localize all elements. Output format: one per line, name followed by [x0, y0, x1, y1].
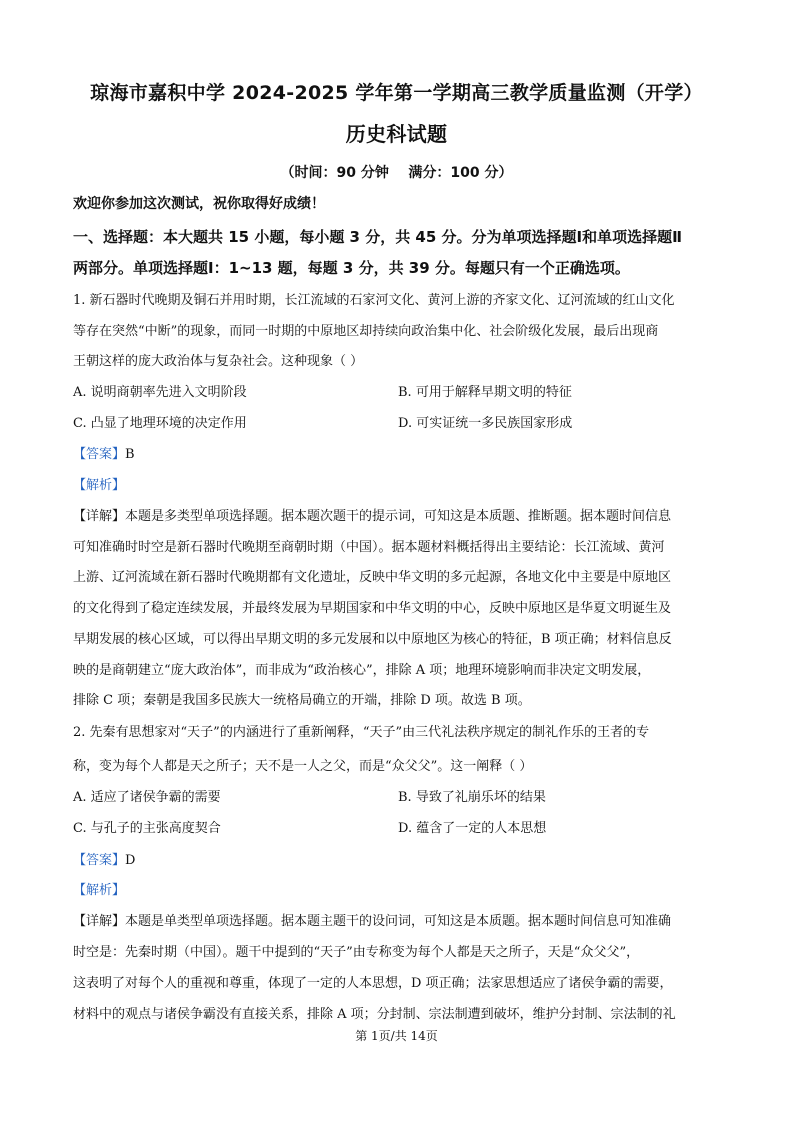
- q1-detail-line: 排除 C 项；秦朝是我国多民族大一统格局确立的开端，排除 D 项。故选 B 项。: [73, 693, 531, 708]
- q2-option-d: D. 蕴含了一定的人本思想: [398, 821, 547, 836]
- answer-value: B: [125, 447, 135, 462]
- detail-tag: 【详解】: [73, 914, 126, 929]
- q2-answer: [73, 849, 135, 868]
- q1-detail-line: 早期发展的核心区域，可以得出早期文明的多元发展和以中原地区为核心的特征，B 项正确；材料信息反: [73, 632, 672, 647]
- q2-analysis: [73, 879, 125, 898]
- q2-detail-line: 时空是：先秦时期（中国）。题干中提到的“天子”由专称变为每个人都是天之所子，天是“众父父”，: [73, 945, 640, 960]
- detail-text: 本题是多类型单项选择题。据本题次题干的提示词，可知这是本质题、推断题。据本题时间信息: [125, 509, 672, 524]
- welcome-text: 欢迎你参加这次测试，祝你取得好成绩！: [73, 196, 325, 212]
- exam-meta: （时间：90 分钟 满分：100 分）: [280, 165, 513, 181]
- exam-subject: 历史科试题: [345, 122, 448, 146]
- answer-tag: 【答案】: [73, 853, 126, 868]
- q1-detail-line: 上游、辽河流域在新石器时代晚期都有文化遗址，反映中华文明的多元起源，各地文化中主要是中原地区: [73, 570, 672, 585]
- q2-option-b: B. 导致了礼崩乐坏的结果: [398, 790, 546, 805]
- detail-tag: 【详解】: [73, 509, 126, 524]
- analysis-tag: 【解析】: [73, 883, 126, 898]
- q1-stem-line: 等存在突然“中断”的现象，而同一时期的中原地区却持续向政治集中化、社会阶级化发展，最后出现商: [73, 324, 659, 339]
- q2-detail-line: [73, 910, 671, 929]
- q1-detail-line: 的文化得到了稳定连续发展，并最终发展为早期国家和中华文明的中心，反映中原地区是华夏文明诞生及: [73, 601, 672, 616]
- q1-option-b: B. 可用于解释早期文明的特征: [398, 385, 572, 400]
- q2-stem-line: 称，变为每个人都是天之所子；天不是一人之父，而是“众父父”。这一阐释（ ）: [73, 759, 533, 774]
- q1-stem-line: 1. 新石器时代晚期及铜石并用时期，长江流域的石家河文化、黄河上游的齐家文化、辽河流域的红山文化: [73, 293, 675, 308]
- q1-detail-line: [73, 505, 671, 524]
- q2-option-a: A. 适应了诸侯争霸的需要: [73, 790, 221, 805]
- q1-analysis: [73, 474, 125, 493]
- q1-option-c: C. 凸显了地理环境的决定作用: [73, 416, 247, 431]
- page-footer: 第 1页/共 14页: [355, 1029, 438, 1043]
- detail-text: 本题是单类型单项选择题。据本题主题干的设问词，可知这是本质题。据本题时间信息可知准确: [125, 914, 672, 929]
- q1-detail-line: 可知准确时时空是新石器时代晚期至商朝时期（中国）。据本题材料概括得出主要结论：长江流域、黄河: [73, 540, 665, 555]
- section-heading-line1: 一、选择题：本大题共 15 小题，每小题 3 分，共 45 分。分为单项选择题Ⅰ和单项选择题Ⅱ: [73, 228, 682, 246]
- q2-detail-line: 材料中的观点与诸侯争霸没有直接关系，排除 A 项；分封制、宗法制遭到破坏，维护分封制、宗法制的礼: [73, 1007, 676, 1022]
- q1-option-a: A. 说明商朝率先进入文明阶段: [73, 385, 247, 400]
- q2-stem-line: 2. 先秦有思想家对“天子”的内涵进行了重新阐释，“天子”由三代礼法秩序规定的制礼作乐的王者的专: [73, 725, 650, 740]
- q2-detail-line: 这表明了对每个人的重视和尊重，体现了一定的人本思想，D 项正确；法家思想适应了诸侯争霸的需要，: [73, 976, 673, 991]
- q1-detail-line: 映的是商朝建立“庞大政治体”，而非成为“政治核心”，排除 A 项；地理环境影响而非决定文明发展，: [73, 663, 651, 678]
- q1-option-d: D. 可实证统一多民族国家形成: [398, 416, 573, 431]
- section-heading-line2: 两部分。单项选择题Ⅰ：1~13 题，每题 3 分，共 39 分。每题只有一个正确选项。: [73, 259, 630, 277]
- answer-tag: 【答案】: [73, 447, 126, 462]
- q1-answer: [73, 443, 135, 462]
- q1-stem-line: 王朝这样的庞大政治体与复杂社会。这种现象（ ）: [73, 354, 364, 369]
- answer-value: D: [125, 853, 136, 868]
- exam-title: 琼海市嘉积中学 2024-2025 学年第一学期高三教学质量监测（开学）: [90, 82, 703, 104]
- q2-option-c: C. 与孔子的主张高度契合: [73, 821, 221, 836]
- analysis-tag: 【解析】: [73, 478, 126, 493]
